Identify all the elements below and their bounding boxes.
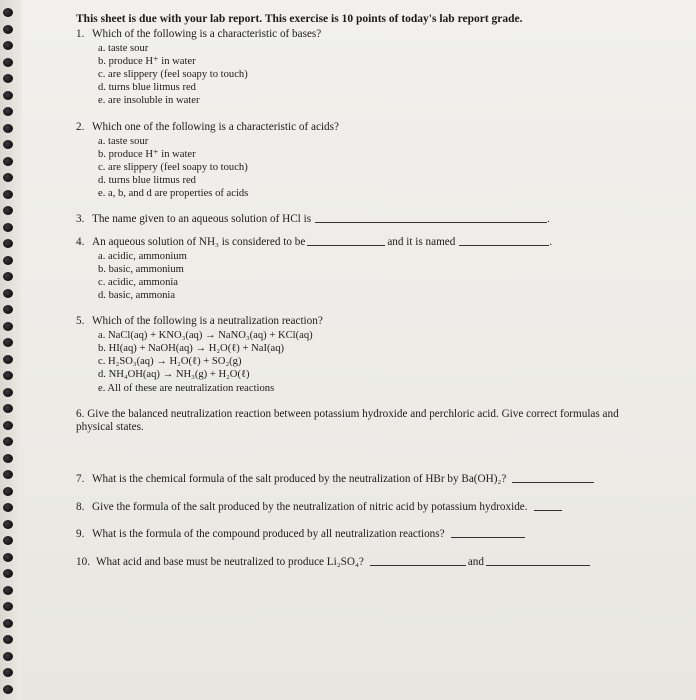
question-text: Give the balanced neutralization reaction between potassium hydroxide and perchloric acid. Give correct formulas and physical states. <box>76 407 619 434</box>
binder-edge <box>0 0 22 700</box>
binder-hole <box>3 256 13 265</box>
option-d: d. NH₄OH(aq) → NH₃(g) + H₂O(ℓ) <box>98 369 250 381</box>
question-text: Give the formula of the salt produced by the neutralization of nitric acid by potassium hydroxide. <box>92 500 528 513</box>
option-list <box>98 250 636 303</box>
question-8 <box>76 501 636 515</box>
binder-hole <box>3 668 13 677</box>
binder-hole <box>3 107 13 116</box>
binder-hole <box>3 371 13 380</box>
answer-blank-2[interactable] <box>486 556 590 566</box>
question-number: 8. <box>76 500 85 513</box>
question-number: 7. <box>76 472 85 485</box>
period: . <box>547 212 550 225</box>
option-a: a. NaCl(aq) + KNO₃(aq) → NaNO₃(aq) + KCl(aq) <box>98 330 313 342</box>
question-number: 1. <box>76 28 85 41</box>
binder-hole <box>3 157 13 166</box>
question-1 <box>76 28 636 107</box>
question-number: 3. <box>76 212 85 225</box>
question-text: Which of the following is a neutralization reaction? <box>92 315 323 328</box>
binder-hole <box>3 289 13 298</box>
binder-hole <box>3 338 13 347</box>
binder-hole <box>3 470 13 479</box>
question-number: 6. <box>76 407 85 420</box>
answer-blank-1[interactable] <box>307 236 385 246</box>
option-d: d. basic, ammonia <box>98 290 176 302</box>
option-c: c. are slippery (feel soapy to touch) <box>98 162 248 174</box>
question-text: Which one of the following is a characteristic of acids? <box>92 121 339 134</box>
question-5 <box>76 315 636 394</box>
option-b: b. produce H⁺ in water <box>98 149 196 161</box>
option-c: c. are slippery (feel soapy to touch) <box>98 68 248 80</box>
option-a: a. taste sour <box>98 42 149 54</box>
question-number: 5. <box>76 315 85 328</box>
option-e: e. are insoluble in water <box>98 95 200 107</box>
binder-hole <box>3 173 13 182</box>
question-2 <box>76 121 636 200</box>
period: . <box>549 236 553 249</box>
binder-hole <box>3 619 13 628</box>
option-b: b. produce H⁺ in water <box>98 55 196 67</box>
binder-hole <box>3 58 13 67</box>
question-7 <box>76 473 636 487</box>
option-e: e. All of these are neutralization reactions <box>98 382 275 394</box>
binder-hole <box>3 404 13 413</box>
question-6-body <box>76 408 636 435</box>
binder-hole <box>3 652 13 661</box>
question-number: 10. <box>76 555 90 568</box>
answer-blank-2[interactable] <box>459 236 549 246</box>
worksheet-header: This sheet is due with your lab report. This exercise is 10 points of today's lab report grade. <box>76 13 523 25</box>
option-e: e. a, b, and d are properties of acids <box>98 188 249 200</box>
binder-hole <box>3 91 13 100</box>
binder-hole <box>3 388 13 397</box>
binder-hole <box>3 586 13 595</box>
worksheet-content <box>76 12 636 570</box>
option-a: a. acidic, ammonium <box>98 250 187 262</box>
binder-hole <box>3 454 13 463</box>
binder-hole <box>3 635 13 644</box>
question-number: 9. <box>76 528 85 541</box>
binder-hole <box>3 190 13 199</box>
answer-blank[interactable] <box>315 213 547 223</box>
binder-hole <box>3 322 13 331</box>
binder-hole <box>3 74 13 83</box>
option-list <box>98 135 636 201</box>
answer-blank[interactable] <box>512 473 594 483</box>
binder-hole <box>3 553 13 562</box>
question-mid-text: and it is named <box>387 236 456 249</box>
answer-blank[interactable] <box>451 528 525 538</box>
question-text: Which of the following is a characteristic of bases? <box>92 28 322 41</box>
binder-hole <box>3 536 13 545</box>
question-text: An aqueous solution of NH₃ is considered to be <box>92 236 306 249</box>
question-9 <box>76 528 636 542</box>
question-10 <box>76 556 636 570</box>
option-a: a. taste sour <box>98 135 149 147</box>
binder-hole <box>3 239 13 248</box>
binder-hole <box>3 685 13 694</box>
question-text: What is the chemical formula of the salt produced by the neutralization of HBr by Ba(OH)₂? <box>92 472 507 485</box>
binder-hole <box>3 25 13 34</box>
option-d: d. turns blue litmus red <box>98 82 196 94</box>
option-c: c. acidic, ammonia <box>98 277 179 289</box>
binder-hole <box>3 503 13 512</box>
binder-hole <box>3 124 13 133</box>
question-number: 4. <box>76 236 85 249</box>
question-6 <box>76 408 636 435</box>
binder-hole <box>3 602 13 611</box>
question-text: What acid and base must be neutralized to produce Li₂SO₄? <box>96 555 364 568</box>
binder-hole <box>3 437 13 446</box>
binder-hole <box>3 520 13 529</box>
option-list <box>98 329 636 395</box>
answer-blank[interactable] <box>534 501 562 511</box>
question-number: 2. <box>76 121 85 134</box>
binder-hole <box>3 140 13 149</box>
question-4 <box>76 236 636 302</box>
binder-hole <box>3 421 13 430</box>
question-3 <box>76 213 636 227</box>
binder-hole <box>3 355 13 364</box>
binder-hole <box>3 272 13 281</box>
question-text: The name given to an aqueous solution of HCl is <box>92 212 312 225</box>
binder-hole <box>3 206 13 215</box>
binder-hole <box>3 569 13 578</box>
answer-blank-1[interactable] <box>370 556 466 566</box>
option-d: d. turns blue litmus red <box>98 175 196 187</box>
option-b: b. HI(aq) + NaOH(aq) → H₂O(ℓ) + NaI(aq) <box>98 343 285 355</box>
option-c: c. H₂SO₃(aq) → H₂O(ℓ) + SO₂(g) <box>98 356 242 368</box>
option-b: b. basic, ammonium <box>98 264 184 276</box>
option-list <box>98 42 636 108</box>
binder-hole <box>3 223 13 232</box>
question-mid-text: and <box>467 555 484 568</box>
question-text: What is the formula of the compound produced by all neutralization reactions? <box>92 528 445 541</box>
binder-hole <box>3 305 13 314</box>
binder-hole <box>3 41 13 50</box>
binder-hole <box>3 487 13 496</box>
binder-hole <box>3 8 13 17</box>
